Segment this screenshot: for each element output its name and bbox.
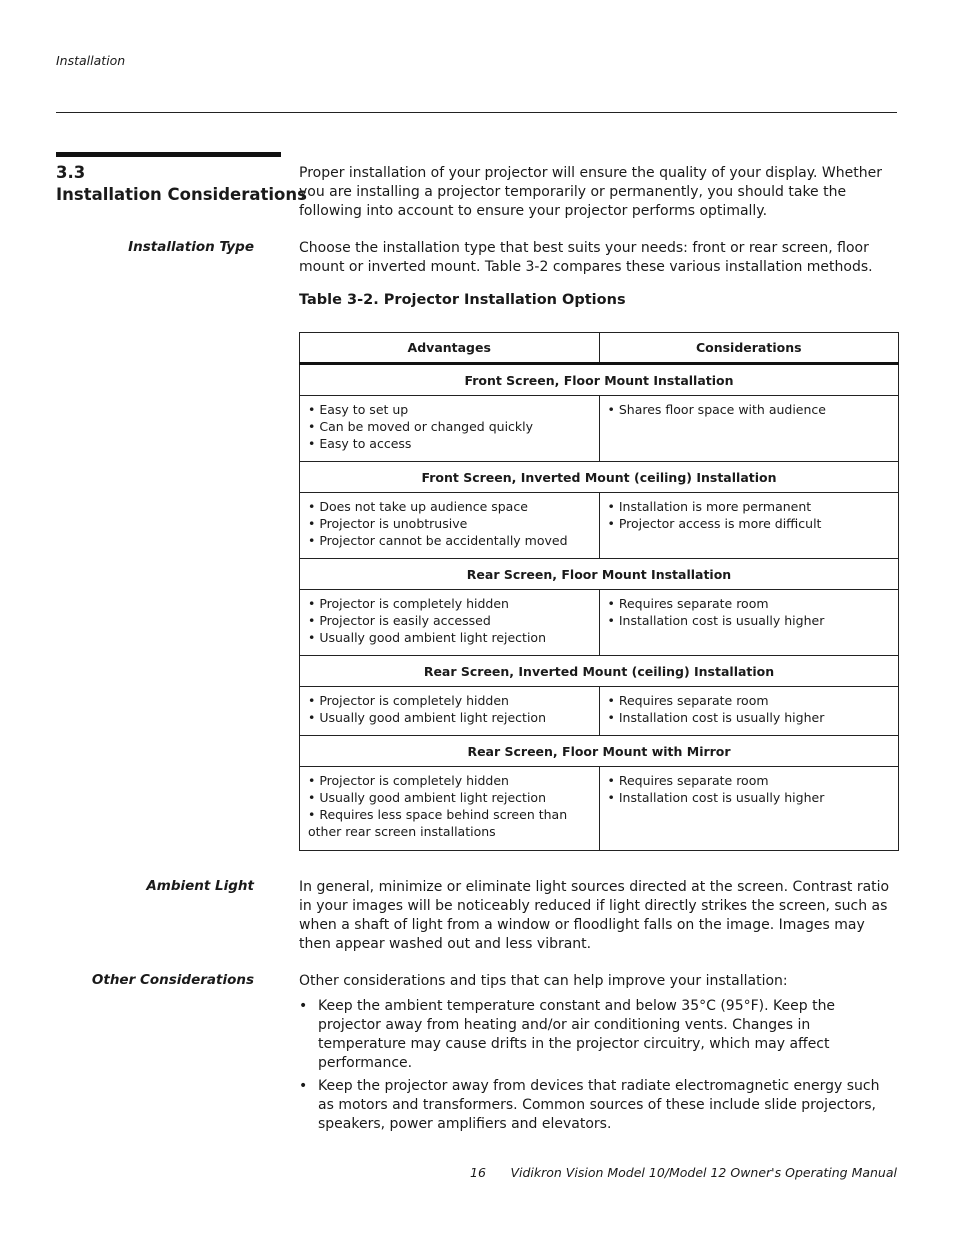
installation-options-table — [299, 332, 899, 851]
section-bar — [56, 152, 281, 157]
list-item: • Usually good ambient light rejection — [308, 630, 546, 645]
list-item: • Requires separate room — [607, 773, 769, 788]
other-considerations-list — [299, 997, 899, 1138]
list-item: • Usually good ambient light rejection — [308, 710, 546, 725]
installation-type-heading: Installation Type — [128, 239, 254, 255]
group-title: Rear Screen, Floor Mount Installation — [300, 559, 899, 590]
advantages-cell — [300, 767, 600, 851]
list-item — [299, 997, 899, 1073]
manual-title: Vidikron Vision Model 10/Model 12 Owner's Operating Manual — [510, 1165, 897, 1180]
installation-type-text: Choose the installation type that best suits your needs: front or rear screen, floor mount or inverted mount. Table 3-2 compares these various installation methods. — [299, 240, 873, 275]
group-title: Rear Screen, Floor Mount with Mirror — [300, 736, 899, 767]
group-row — [300, 736, 899, 767]
list-item: • Can be moved or changed quickly — [308, 419, 534, 434]
group-title: Front Screen, Floor Mount Installation — [300, 364, 899, 396]
list-item: • Installation cost is usually higher — [607, 790, 825, 805]
list-item: • Installation is more permanent — [607, 499, 812, 514]
list-item: • Easy to access — [308, 436, 412, 451]
bullet-icon: • — [299, 1078, 308, 1094]
list-item: • Requires separate room — [607, 693, 769, 708]
list-item — [299, 1077, 899, 1134]
list-item: • Requires less space behind screen than other rear screen installations — [308, 807, 568, 839]
advantages-cell — [300, 493, 600, 559]
list-item: • Does not take up audience space — [308, 499, 528, 514]
intro-paragraph: Proper installation of your projector will ensure the quality of your display. Whether you are installing a projector temporarily or permanently, you should take the following into account to ensure your projector performs optimally. — [299, 165, 882, 219]
ambient-light-heading: Ambient Light — [146, 878, 254, 894]
column-header-advantages: Advantages — [300, 333, 600, 364]
ambient-light-text: In general, minimize or eliminate light sources directed at the screen. Contrast ratio in your images will be noticeably reduced if light directly strikes the screen, such as when a shaft of light from a window or floodlight falls on the image. Images may then appear washed out and less vibrant. — [299, 879, 890, 952]
advantages-cell — [300, 590, 600, 656]
considerations-cell — [599, 590, 899, 656]
other-considerations-intro: Other considerations and tips that can help improve your installation: — [299, 973, 788, 989]
advantages-cell — [300, 396, 600, 462]
list-item: • Shares floor space with audience — [607, 402, 826, 417]
considerations-cell — [599, 396, 899, 462]
list-item: • Projector is easily accessed — [308, 613, 491, 628]
list-item: • Projector access is more difficult — [607, 516, 822, 531]
running-header: Installation — [56, 53, 126, 68]
page-number: 16 — [470, 1165, 486, 1180]
list-item: • Installation cost is usually higher — [607, 613, 825, 628]
list-item-text: Keep the ambient temperature constant and below 35°C (95°F). Keep the projector away from heating and/or air conditioning vents. Changes in temperature may cause drifts in the projector circuitry, which may affect performance. — [318, 998, 836, 1071]
table-row — [300, 687, 899, 736]
group-title: Front Screen, Inverted Mount (ceiling) Installation — [300, 462, 899, 493]
list-item: • Projector cannot be accidentally moved — [308, 533, 568, 548]
group-row — [300, 559, 899, 590]
column-header-considerations: Considerations — [599, 333, 899, 364]
list-item-text: Keep the projector away from devices that radiate electromagnetic energy such as motors and transformers. Common sources of these include slide projectors, speakers, power amplifiers and elevators. — [318, 1078, 880, 1132]
table-header-row — [300, 333, 899, 364]
header-rule — [56, 112, 897, 113]
section-title: Installation Considerations — [56, 185, 307, 204]
list-item: • Requires separate room — [607, 596, 769, 611]
table-row — [300, 396, 899, 462]
table-caption: Table 3-2. Projector Installation Options — [299, 292, 626, 308]
list-item: • Projector is completely hidden — [308, 596, 509, 611]
considerations-cell — [599, 687, 899, 736]
group-title: Rear Screen, Inverted Mount (ceiling) Installation — [300, 656, 899, 687]
list-item: • Projector is unobtrusive — [308, 516, 468, 531]
table-row — [300, 493, 899, 559]
list-item: • Projector is completely hidden — [308, 773, 509, 788]
section-number: 3.3 — [56, 163, 86, 182]
table-row — [300, 767, 899, 851]
group-row — [300, 462, 899, 493]
list-item: • Easy to set up — [308, 402, 409, 417]
group-row — [300, 656, 899, 687]
considerations-cell — [599, 493, 899, 559]
advantages-cell — [300, 687, 600, 736]
considerations-cell — [599, 767, 899, 851]
other-considerations-heading: Other Considerations — [91, 972, 254, 988]
bullet-icon: • — [299, 998, 308, 1014]
group-row — [300, 364, 899, 396]
list-item: • Installation cost is usually higher — [607, 710, 825, 725]
table-row — [300, 590, 899, 656]
list-item: • Usually good ambient light rejection — [308, 790, 546, 805]
list-item: • Projector is completely hidden — [308, 693, 509, 708]
